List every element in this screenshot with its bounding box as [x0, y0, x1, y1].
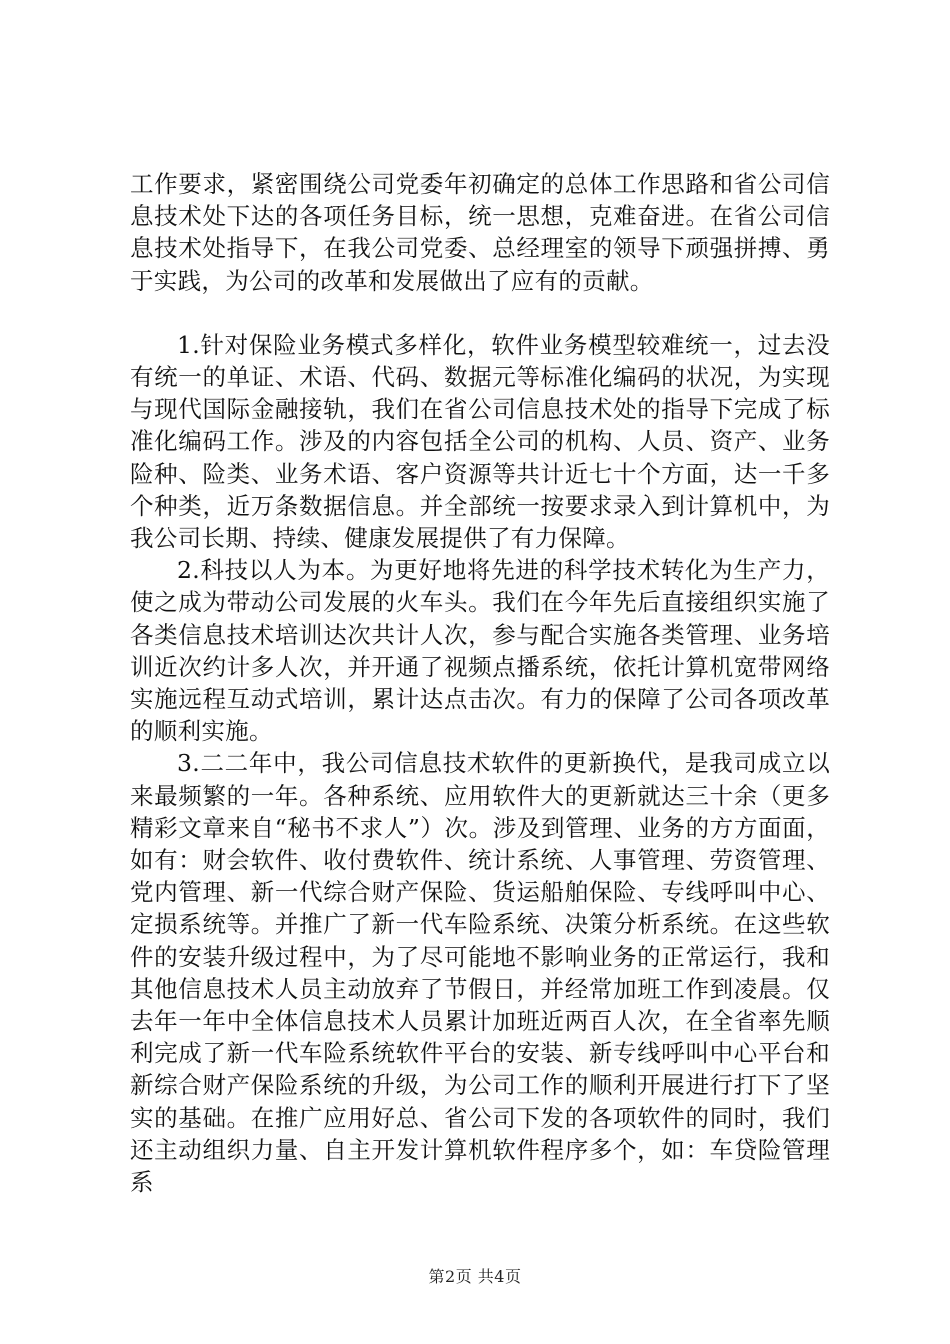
paragraph-item-2: 2.科技以人为本。为更好地将先进的科学技术转化为生产力，使之成为带动公司发展的火车头。我们在今年先后直接组织实施了各类信息技术培训达次共计人次，参与配合实施各类管理、业务培训近次约计多人次，并开通了视频点播系统，依托计算机宽带网络实施远程互动式培训，累计达点击次。有力的保障了公司各项改革的顺利实施。 — [130, 556, 830, 746]
paragraph-item-3: 3.二二年中，我公司信息技术软件的更新换代，是我司成立以来最频繁的一年。各种系统、应用软件大的更新就达三十余（更多精彩文章来自“秘书不求人”）次。涉及到管理、业务的方方面面，如有：财会软件、收付费软件、统计系统、人事管理、劳资管理、党内管理、新一代综合财产保险、货运船舶保险、专线呼叫中心、定损系统等。并推广了新一代车险系统、决策分析系统。在这些软件的安装升级过程中，为了尽可能地不影响业务的正常运行，我和其他信息技术人员主动放弃了节假日，并经常加班工作到凌晨。仅去年一年中全体信息技术人员累计加班近两百人次，在全省率先顺利完成了新一代车险系统软件平台的安装、新专线呼叫中心平台和新综合财产保险系统的升级，为公司工作的顺利开展进行打下了坚实的基础。在推广应用好总、省公司下发的各项软件的同时，我们还主动组织力量、自主开发计算机软件程序多个，如：车贷险管理系 — [130, 749, 830, 1197]
document-body — [130, 168, 830, 1198]
page-footer: 第2页 共4页 — [428, 1267, 522, 1286]
paragraph-item-1: 1.针对保险业务模式多样化，软件业务模型较难统一，过去没有统一的单证、术语、代码、数据元等标准化编码的状况，为实现与现代国际金融接轨，我们在省公司信息技术处的指导下完成了标准化编码工作。涉及的内容包括全公司的机构、人员、资产、业务险种、险类、业务术语、客户资源等共计近七十个方面，达一千多个种类，近万条数据信息。并全部统一按要求录入到计算机中，为我公司长期、持续、健康发展提供了有力保障。 — [130, 330, 830, 553]
paragraph-intro: 工作要求，紧密围绕公司党委年初确定的总体工作思路和省公司信息技术处下达的各项任务目标，统一思想，克难奋进。在省公司信息技术处指导下，在我公司党委、总经理室的领导下顽强拼搏、勇于实践，为公司的改革和发展做出了应有的贡献。 — [130, 170, 830, 295]
